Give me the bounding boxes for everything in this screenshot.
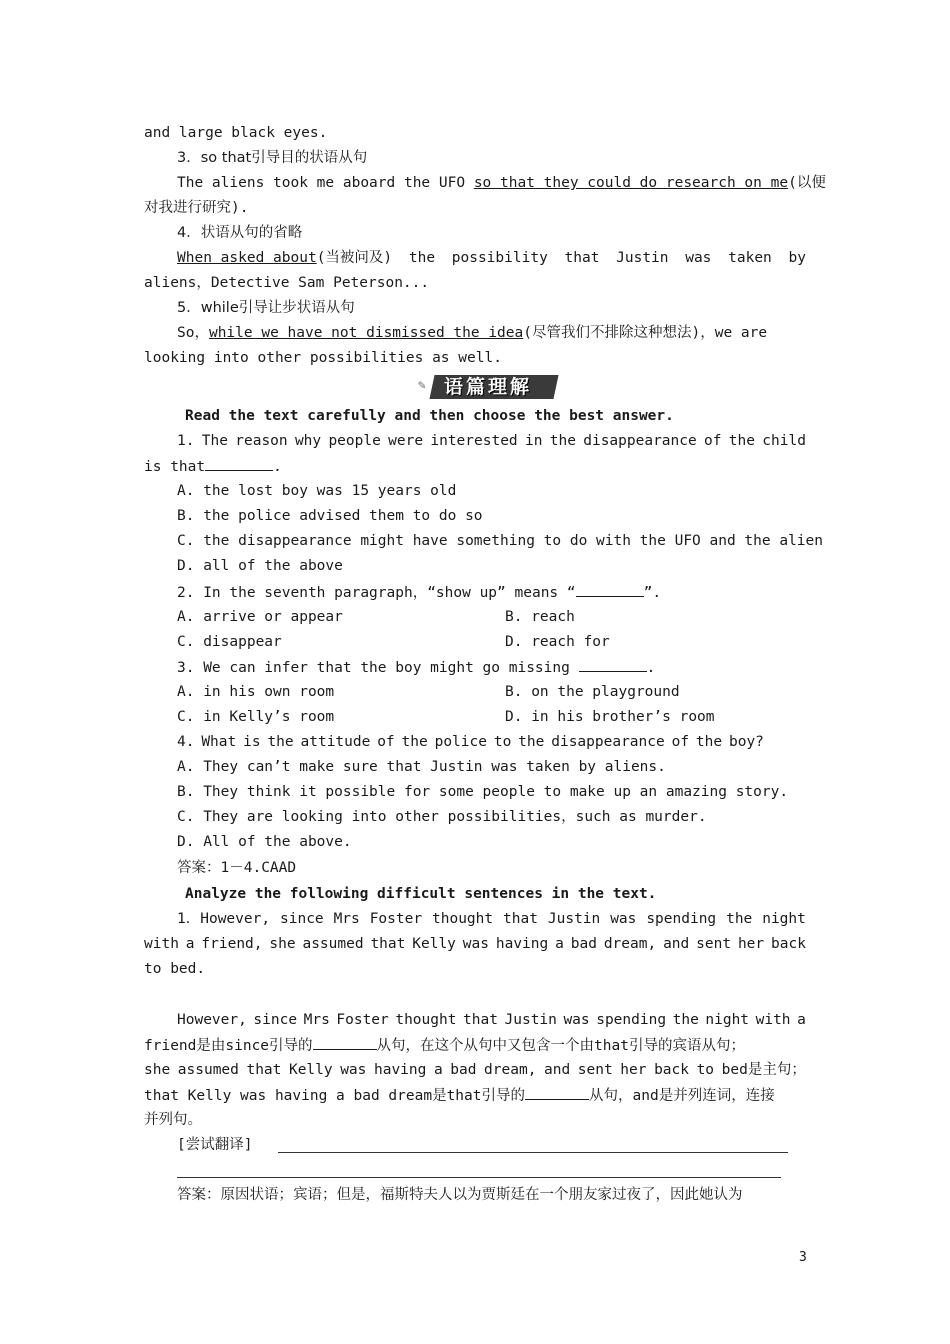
question-4-option: D. All of the above. [177,834,352,850]
answer-blank[interactable] [576,582,644,597]
grammar-point-3-title: 3．so that引导目的状语从句 [177,150,368,166]
question-1-option: D. all of the above [177,558,343,574]
question-2-option: D. reach for [505,634,610,650]
question-2-option: C. disappear [177,634,282,650]
paragraph-tail: and large black eyes. [144,125,328,141]
translation-line[interactable] [177,1177,781,1178]
translation-line[interactable] [278,1152,788,1153]
explanation-line: that Kelly was having a bad dream是that引导的 从句，and是并列连词，连接 [144,1085,775,1106]
question-3-option: B. on the playground [505,684,680,700]
answer-blank[interactable] [525,1085,589,1100]
underlined-clause: so that they could do research on me [473,175,789,191]
sentence-1: 1．However, since Mrs Foster thought that Justin was spending the night [177,911,806,927]
sentence-1-cont: to bed. [144,961,206,977]
grammar-point-4-example-cont: aliens，Detective Sam Peterson... [144,275,430,291]
question-4-option: B. They think it possible for some people to make up an amazing story. [177,784,789,800]
question-3-option: A. in his own room [177,684,335,700]
grammar-point-3-example-cont: 对我进行研究). [144,200,249,216]
explanation-line: friend是由since引导的 从句，在这个从句中又包含一个由that引导的宾语从句； [144,1035,745,1056]
question-1-stem: 1. The reason why people were interested in the disappearance of the child [177,433,806,449]
question-4-option: C. They are looking into other possibilities，such as murder. [177,809,707,825]
grammar-point-4-example: When asked about(当被问及) the possibility that Justin was taken by [177,250,806,266]
try-translate-label: [尝试翻译] [177,1137,253,1153]
question-3-option: D. in his brother’s room [505,709,715,725]
question-4-option: A. They can’t make sure that Justin was taken by aliens. [177,759,666,775]
question-4-stem: 4. What is the attitude of the police to the disappearance of the boy? [177,734,764,750]
answer-blank[interactable] [313,1035,377,1050]
explanation-line: However, since Mrs Foster thought that Justin was spending the night with a [177,1012,806,1028]
ribbon-decoration-icon: ✎ [418,378,426,393]
question-3-stem: 3. We can infer that the boy might go missing . [177,657,655,678]
explanation-line: she assumed that Kelly was having a bad dream, and sent her back to bed是主句； [144,1062,806,1078]
answer-blank[interactable] [579,657,647,672]
question-1-option: B. the police advised them to do so [177,508,483,524]
question-2-option: B. reach [505,609,575,625]
grammar-point-4-title: 4．状语从句的省略 [177,225,303,241]
underlined-clause: while we have not dismissed the idea [208,325,524,341]
question-1-stem-cont: is that . [144,456,282,477]
question-3-option: C. in Kelly’s room [177,709,335,725]
analysis-answer: 答案：原因状语；宾语；但是，福斯特夫人以为贾斯廷在一个朋友家过夜了，因此她认为 [177,1187,743,1203]
grammar-point-3-example: The aliens took me aboard the UFO so that they could do research on me(以便 [177,175,826,191]
analysis-instruction: Analyze the following difficult sentences in the text. [185,886,657,902]
grammar-point-5-example: So，while we have not dismissed the idea(尽管我们不排除这种想法)，we are [177,325,768,341]
reading-instruction: Read the text carefully and then choose the best answer. [185,408,674,424]
question-1-option: C. the disappearance might have something to do with the UFO and the alien [177,533,824,549]
grammar-point-5-title: 5．while引导让步状语从句 [177,300,355,316]
page-number: 3 [799,1250,807,1265]
sentence-1-cont: with a friend, she assumed that Kelly was having a bad dream, and sent her back [144,936,806,952]
answer-blank[interactable] [205,456,273,471]
question-1-option: A. the lost boy was 15 years old [177,483,457,499]
section-title-banner [418,372,562,402]
question-2-option: A. arrive or appear [177,609,343,625]
question-2-stem: 2. In the seventh paragraph，“show up” means “ ”. [177,582,661,603]
section-title: 语篇理解 [444,376,533,398]
reading-answer: 答案：1－4.CAAD [177,860,297,876]
explanation-line: 并列句。 [144,1112,202,1128]
grammar-point-5-example-cont: looking into other possibilities as well. [144,350,502,366]
